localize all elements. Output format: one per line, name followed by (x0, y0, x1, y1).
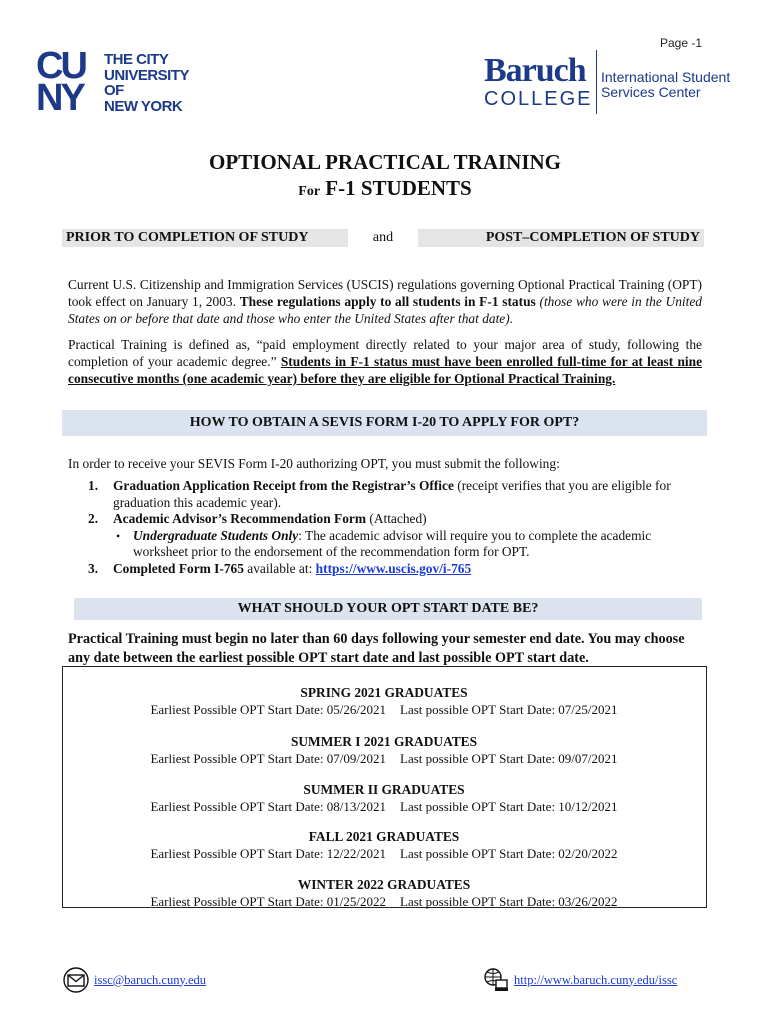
date-range (63, 702, 705, 718)
last-date: Last possible OPT Start Date: 09/07/2021 (400, 751, 618, 766)
item-title: Graduation Application Receipt from the Registrar’s Office (113, 478, 454, 493)
graduate-entry (63, 782, 705, 815)
date-range (63, 846, 705, 862)
globe-computer-icon (482, 966, 510, 994)
earliest-date: Earliest Possible OPT Start Date: 05/26/2021 (150, 702, 387, 717)
item-text: (Attached) (366, 511, 427, 526)
cuny-mark-bottom: NY (36, 77, 83, 119)
page-number: Page -1 (660, 36, 703, 50)
sub-list-item (88, 528, 702, 561)
footer-website (482, 966, 677, 994)
practical-training-definition (68, 336, 702, 387)
eligibility-requirement: Students in F-1 status must have been enrolled full-time for at least nine consecutive months (one academic year) before they are eligible for Optional Practical Training. (68, 354, 703, 386)
baruch-logo (484, 50, 734, 116)
sub-item-title: Undergraduate Students Only (133, 527, 299, 543)
baruch-college: COLLEGE (484, 88, 593, 110)
logo-divider (596, 50, 597, 114)
cuny-wordmark (104, 52, 189, 114)
graduate-entry (63, 877, 705, 910)
graduate-entry (63, 685, 705, 718)
start-deadline-statement: Practical Training must begin no later than 60 days following your semester end date. You may choose any date between the earliest possible OPT start date and last possible OPT start date. (68, 631, 685, 666)
envelope-icon (62, 966, 90, 994)
item-number: 2. (88, 511, 99, 526)
graduate-term: SPRING 2021 GRADUATES (300, 685, 468, 700)
graduate-term: FALL 2021 GRADUATES (308, 829, 460, 844)
last-date: Last possible OPT Start Date: 07/25/2021 (400, 702, 618, 717)
section-heading-start-date: WHAT SHOULD YOUR OPT START DATE BE? (74, 598, 702, 620)
uscis-i765-link[interactable]: https://www.uscis.gov/i-765 (315, 560, 472, 576)
issc-label (601, 70, 730, 100)
item-title: Academic Advisor’s Recommendation Form (113, 511, 367, 526)
graduate-term: WINTER 2022 GRADUATES (297, 877, 471, 892)
cuny-mark-top: CU (36, 45, 85, 87)
bold-text: These regulations apply to all students in F-1 status (239, 294, 536, 309)
bullet-dot: • (116, 528, 121, 543)
list-item (88, 561, 702, 578)
cuny-line: THE CITY (104, 51, 169, 68)
post-completion-label: POST–COMPLETION OF STUDY (418, 229, 704, 247)
graduate-term: SUMMER I 2021 GRADUATES (290, 734, 478, 749)
list-item (88, 478, 702, 511)
earliest-date: Earliest Possible OPT Start Date: 12/22/2021 (150, 846, 387, 861)
website-link[interactable]: http://www.baruch.cuny.edu/issc (514, 972, 678, 987)
issc-line: Services Center (601, 84, 701, 100)
sub-item-text: : The academic advisor will require you to complete the academic worksheet prior to the endorsement of the recommendation form for OPT. (133, 527, 652, 559)
cuny-line: NEW YORK (104, 97, 183, 115)
prior-completion-label: PRIOR TO COMPLETION OF STUDY (62, 229, 348, 247)
last-date: Last possible OPT Start Date: 02/20/2022 (400, 846, 618, 861)
subtitle-for: For (298, 184, 321, 199)
text: Current U.S. Citizenship and Immigration Services (USCIS) regulations governing Optional Practical Training (OPT) took effect on January 1, 2003. (68, 277, 702, 309)
italic-text: (those who were in the United States on or before that date and those who enter the United States after that date). (68, 294, 702, 326)
graduate-term: SUMMER II GRADUATES (303, 782, 465, 797)
uscis-regulations-paragraph (68, 276, 702, 327)
cuny-logo (36, 45, 192, 119)
date-range (63, 894, 705, 910)
submission-intro: In order to receive your SEVIS Form I-20 authorizing OPT, you must submit the following: (68, 456, 560, 471)
footer-email (62, 966, 206, 994)
document-title: OPTIONAL PRACTICAL TRAINING (208, 150, 561, 174)
last-date: Last possible OPT Start Date: 10/12/2021 (400, 799, 618, 814)
item-number: 3. (88, 560, 99, 576)
cuny-mark (36, 45, 85, 119)
issc-line: International Student (601, 69, 731, 85)
graduate-entry (63, 734, 705, 767)
date-range (63, 799, 705, 815)
text: Practical Training is defined as, “paid employment directly related to your major area of study, following the completion of your academic degree.” (68, 337, 702, 369)
cuny-line: UNIVERSITY (104, 66, 190, 84)
earliest-date: Earliest Possible OPT Start Date: 01/25/2022 (150, 894, 387, 909)
item-number: 1. (88, 478, 99, 493)
item-text: available at: (243, 560, 316, 576)
study-period-bar (62, 229, 704, 247)
earliest-date: Earliest Possible OPT Start Date: 08/13/2021 (150, 799, 387, 814)
graduate-dates-box (62, 666, 707, 908)
item-title: Completed Form I-765 (113, 560, 244, 576)
cuny-line: OF (104, 82, 124, 99)
earliest-date: Earliest Possible OPT Start Date: 07/09/2021 (150, 751, 387, 766)
document-subtitle (0, 176, 770, 201)
item-text: (receipt verifies that you are eligible for graduation this academic year). (113, 478, 671, 510)
required-documents-list (88, 478, 702, 577)
graduate-entry (63, 829, 705, 862)
and-label: and (348, 229, 418, 247)
section-heading-how-to-obtain: HOW TO OBTAIN A SEVIS FORM I-20 TO APPLY FOR OPT? (62, 410, 707, 436)
list-item (88, 511, 702, 528)
subtitle-main: F-1 STUDENTS (325, 176, 472, 200)
email-link[interactable]: issc@baruch.cuny.edu (94, 972, 207, 987)
baruch-name: Baruch (484, 52, 586, 89)
last-date: Last possible OPT Start Date: 03/26/2022 (400, 894, 618, 909)
date-range (63, 751, 705, 767)
